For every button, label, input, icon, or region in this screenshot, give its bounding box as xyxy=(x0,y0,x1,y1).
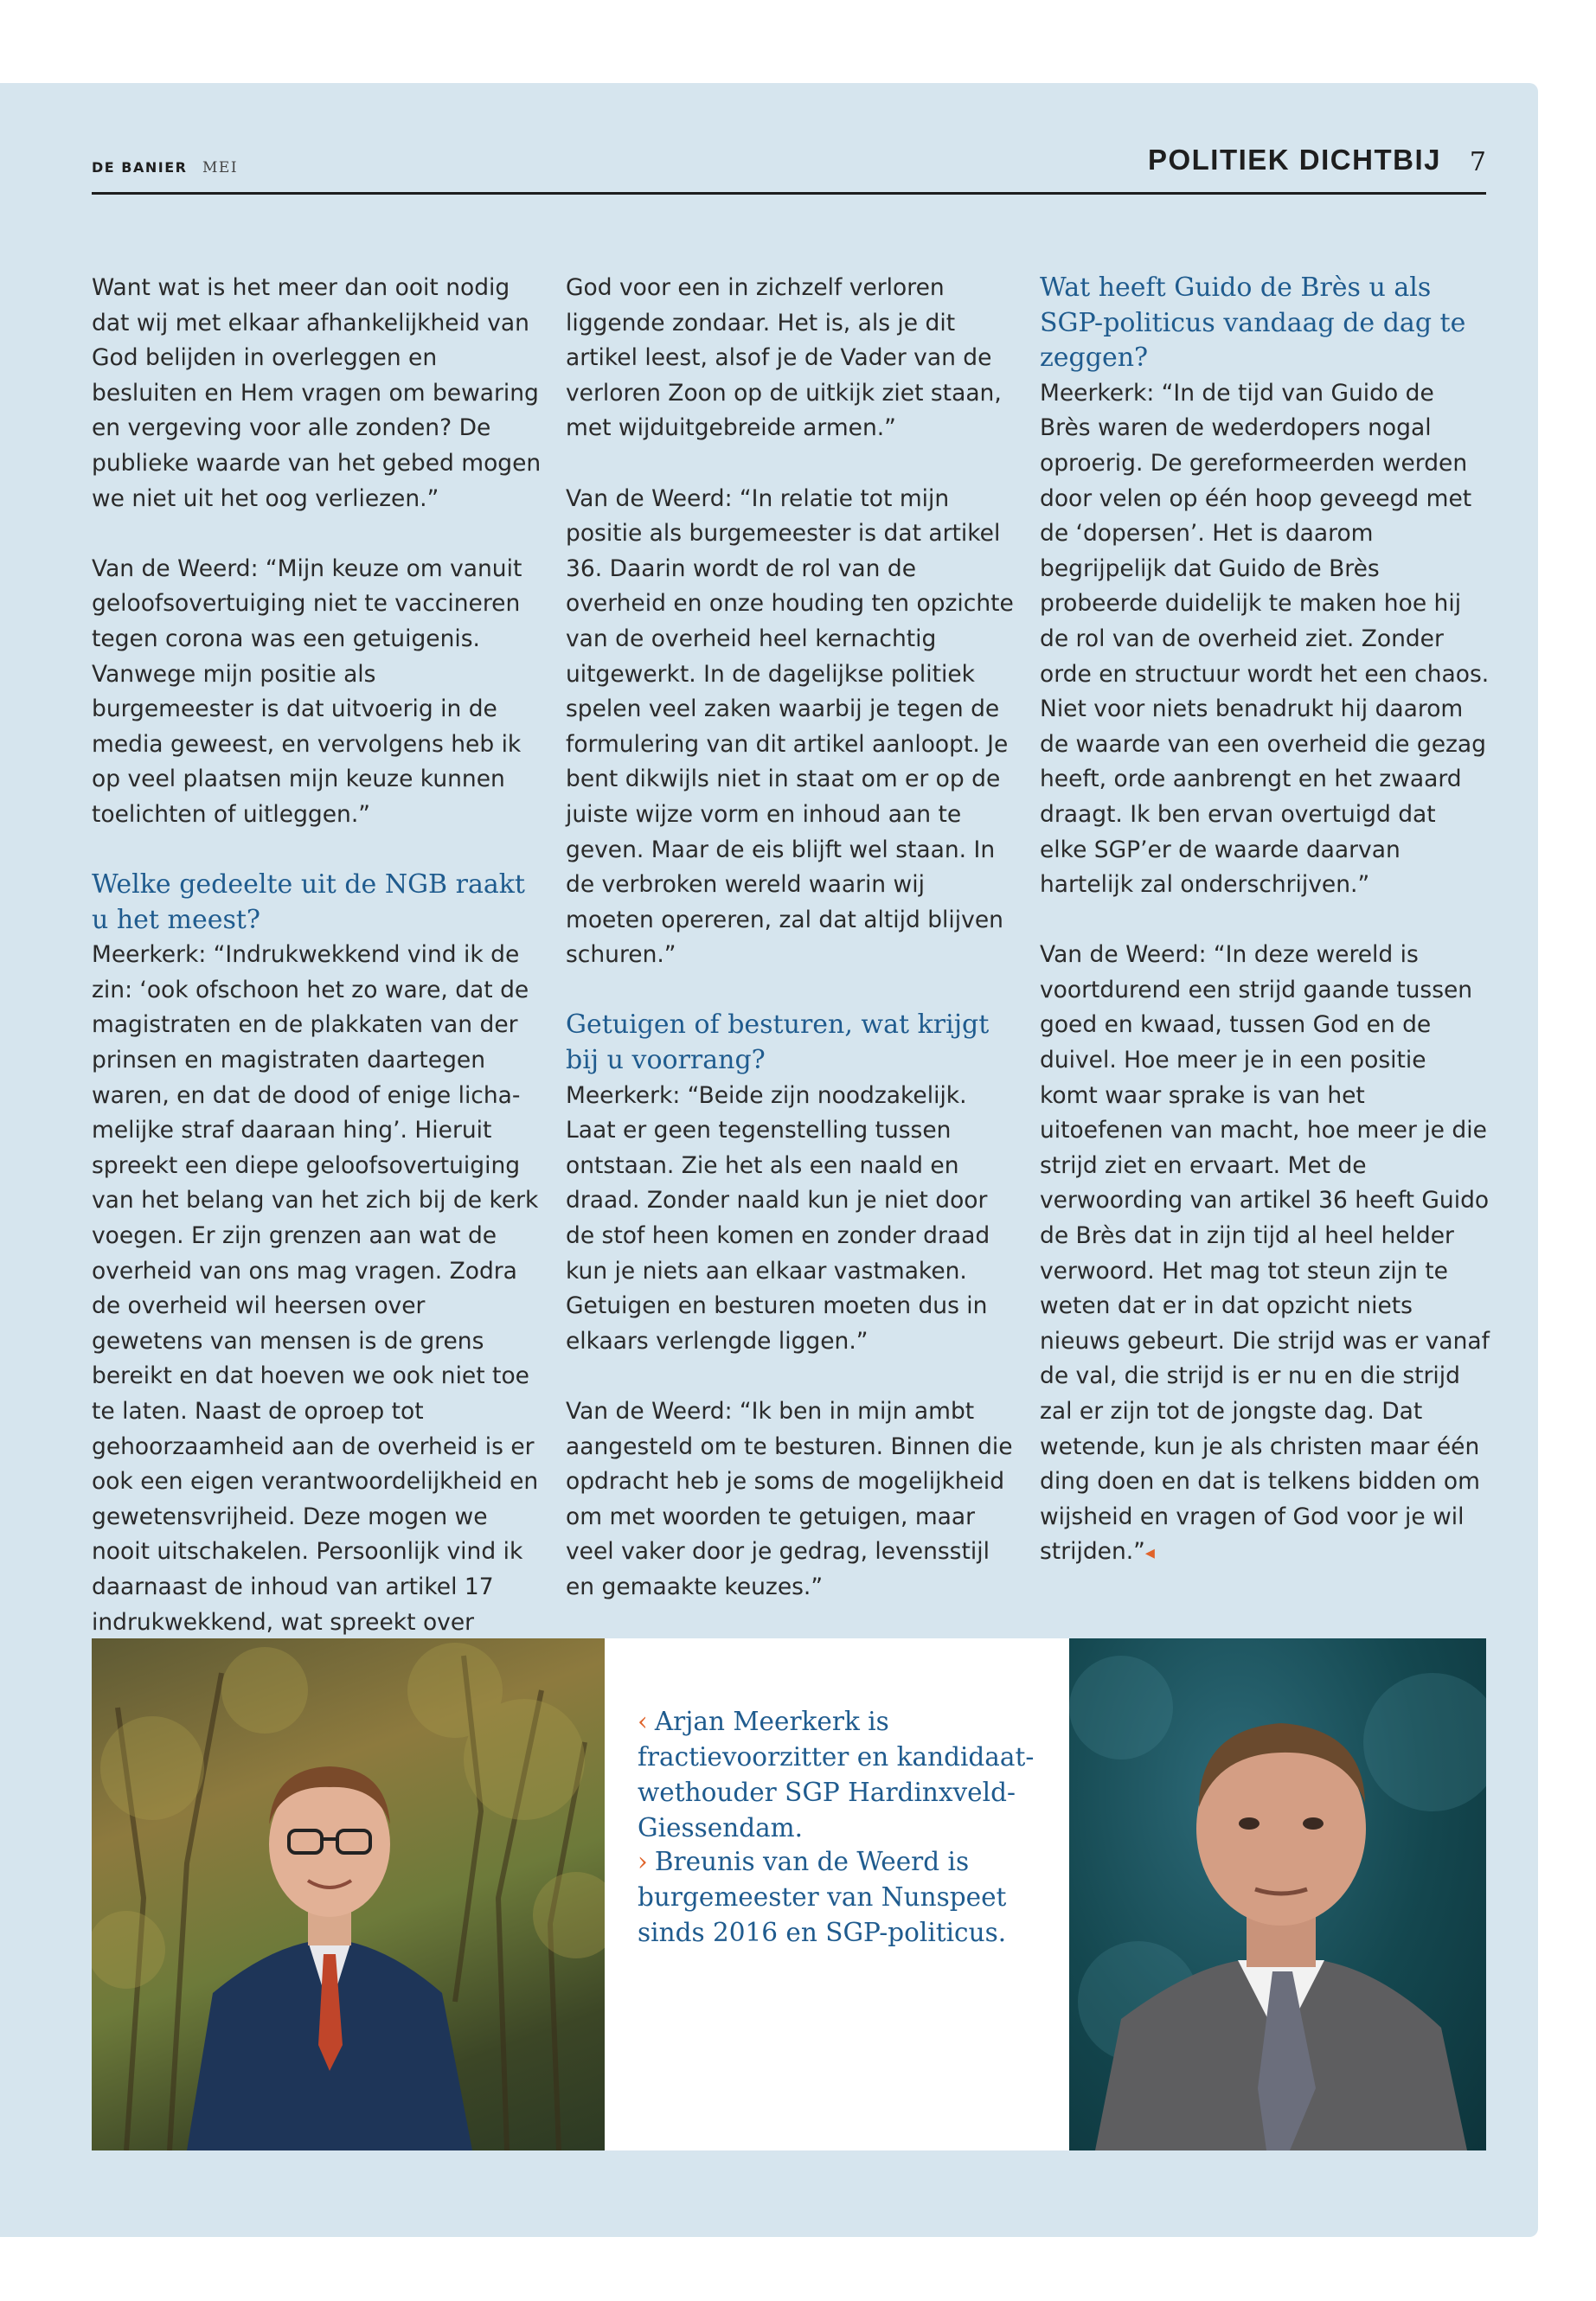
caption-box xyxy=(605,1638,1069,2150)
portrait-illustration xyxy=(92,1638,605,2150)
paragraph: Van de Weerd: “Ik ben in mijn ambt aangesteld om te besturen. Binnen die opdracht heb je soms de mogelijkheid om met woorden te getuigen, maar veel vaker door je gedrag, levensstijl en gemaakte keuzes.” xyxy=(566,1398,1013,1600)
question-heading: Welke gedeelte uit de NGB raakt u het meest? xyxy=(92,869,525,935)
section-title: POLITIEK DICHTBIJ xyxy=(1147,144,1441,176)
caption-left-photo xyxy=(638,1704,1044,1846)
text-column-1 xyxy=(92,271,542,1710)
paragraph: Van de Weerd: “In relatie tot mijn positie als burgemeester is dat artikel 36. Daarin wordt de rol van de overheid en onze houding ten opzichte van de overheid heel kernachtig uitgewerkt. In de dagelijkse politiek spelen veel zaken waarbij je tegen de formulering van dit artikel aanloopt. Je bent dikwijls niet in staat om er op de juiste wijze vorm en inhoud aan te geven. Maar de eis blijft wel staan. In de verbroken wereld waarin wij moeten opereren, zal dat altijd blijven schuren.” xyxy=(566,484,1014,969)
caption-text: Arjan Meerkerk is fractievoorzitter en kandidaat-wethouder SGP Hardinxveld-Giessendam. xyxy=(638,1707,1035,1843)
caption-right-photo xyxy=(638,1844,1044,1951)
paragraph-text: Van de Weerd: “In deze wereld is voortdurend een strijd gaande tussen goed en kwaad, tussen God en de duivel. Hoe meer je in een positie komt waar sprake is van het uitoefenen van macht, hoe meer je die strijd ziet en ervaart. Met de verwoording van artikel 36 heeft Guido de Brès dat in zijn tijd al heel helder verwoord. Het mag tot steun zijn te weten dat er in dat opzicht niets nieuws gebeurt. Die strijd was er vanaf de val, die strijd is er nu en die strijd zal er zijn tot de jongste dag. Dat wetende, kun je als christen maar één ding doen en dat is telkens bidden om wijsheid en vragen of God voor je wil strijden.” xyxy=(1040,941,1490,1566)
chevron-left-icon: ‹ xyxy=(638,1707,648,1736)
page-number: 7 xyxy=(1469,147,1486,177)
paragraph: Meerkerk: “Indrukwekkend vind ik de zin: ‘ook ofschoon het zo ware, dat de magistraten en de plakkaten van der prinsen en magistraten daartegen waren, en dat de dood of enige lichamelijke straf daaraan hing’. Hieruit spreekt een diepe geloofsovertuiging van het belang van het zich bij de kerk voegen. Er zijn grenzen aan wat de overheid van ons mag vragen. Zodra de overheid wil heersen over gewetens van mensen is de grens bereikt en dat hoeven we ook niet toe te laten. Naast de oproep tot gehoorzaamheid aan de overheid is er ook een eigen verantwoordelijkheid en gewetensvrijheid. Deze mogen we nooit uitschakelen. Persoonlijk vind ik daarnaast de inhoud van artikel 17 indrukwekkend, wat spreekt over xyxy=(92,941,539,1636)
issue-month: MEI xyxy=(202,159,239,176)
end-of-article-icon: ◂ xyxy=(1144,1542,1155,1565)
photo-van-de-weerd xyxy=(1069,1638,1486,2150)
paragraph: Meerkerk: “Beide zijn noodzakelijk. Laat er geen tegenstelling tussen ontstaan. Zie het als een naald en draad. Zonder naald kun je niet door de stof heen komen en zonder draad kun je niets aan elkaar vastmaken. Getuigen en besturen moeten dus in elkaars verlengde liggen.” xyxy=(566,1081,990,1355)
paragraph: Want wat is het meer dan ooit nodig dat wij met elkaar afhankelijkheid van God belijden in overleggen en besluiten en Hem vragen om bewaring en vergeving voor alle zonden? De publieke waarde van het gebed mogen we niet uit het oog verliezen.” xyxy=(92,274,542,512)
paragraph: God voor een in zichzelf verloren liggende zondaar. Het is, als je dit artikel leest, alsof je de Vader van de verloren Zoon op de uitkijk ziet staan, met wijduitgebreide armen.” xyxy=(566,274,1002,442)
question-heading: Wat heeft Guido de Brès u als SGP-politicus vandaag de dag te zeggen? xyxy=(1040,272,1466,374)
publication-name: DE BANIER xyxy=(92,159,188,176)
caption-text: Breunis van de Weerd is burgemeester van Nunspeet sinds 2016 en SGP-politicus. xyxy=(638,1847,1007,1947)
paragraph: Meerkerk: “In de tijd van Guido de Brès waren de wederdopers nogal oproerig. De gereformeerden werden door velen op één hoop geveegd met de ‘dopersen’. Het is daarom begrijpelijk dat Guido de Brès probeerde duidelijk te maken hoe hij de rol van de overheid ziet. Zonder orde en structuur wordt het een chaos. Niet voor niets benadrukt hij daarom de waarde van een overheid die gezag heeft, orde aanbrengt en het zwaard draagt. Ik ben ervan overtuigd dat elke SGP’er de waarde daarvan hartelijk zal onderschrijven.” xyxy=(1040,379,1490,899)
page-header xyxy=(92,138,1486,195)
text-column-3 xyxy=(1040,271,1490,1607)
photo-meerkerk xyxy=(92,1638,605,2150)
paragraph: Van de Weerd: “Mijn keuze om vanuit geloofsovertuiging niet te vaccineren tegen corona was een getuigenis. Vanwege mijn positie als burgemeester is dat uitvoerig in de media geweest, en vervolgens heb ik op veel plaatsen mijn keuze kunnen toelichten of uitleggen.” xyxy=(92,554,522,828)
portrait-illustration xyxy=(1069,1638,1486,2150)
text-column-2 xyxy=(566,271,1016,1640)
paragraph xyxy=(1040,938,1490,1572)
question-heading: Getuigen of besturen, wat krijgt bij u voorrang? xyxy=(566,1009,990,1076)
chevron-right-icon: › xyxy=(638,1847,648,1876)
